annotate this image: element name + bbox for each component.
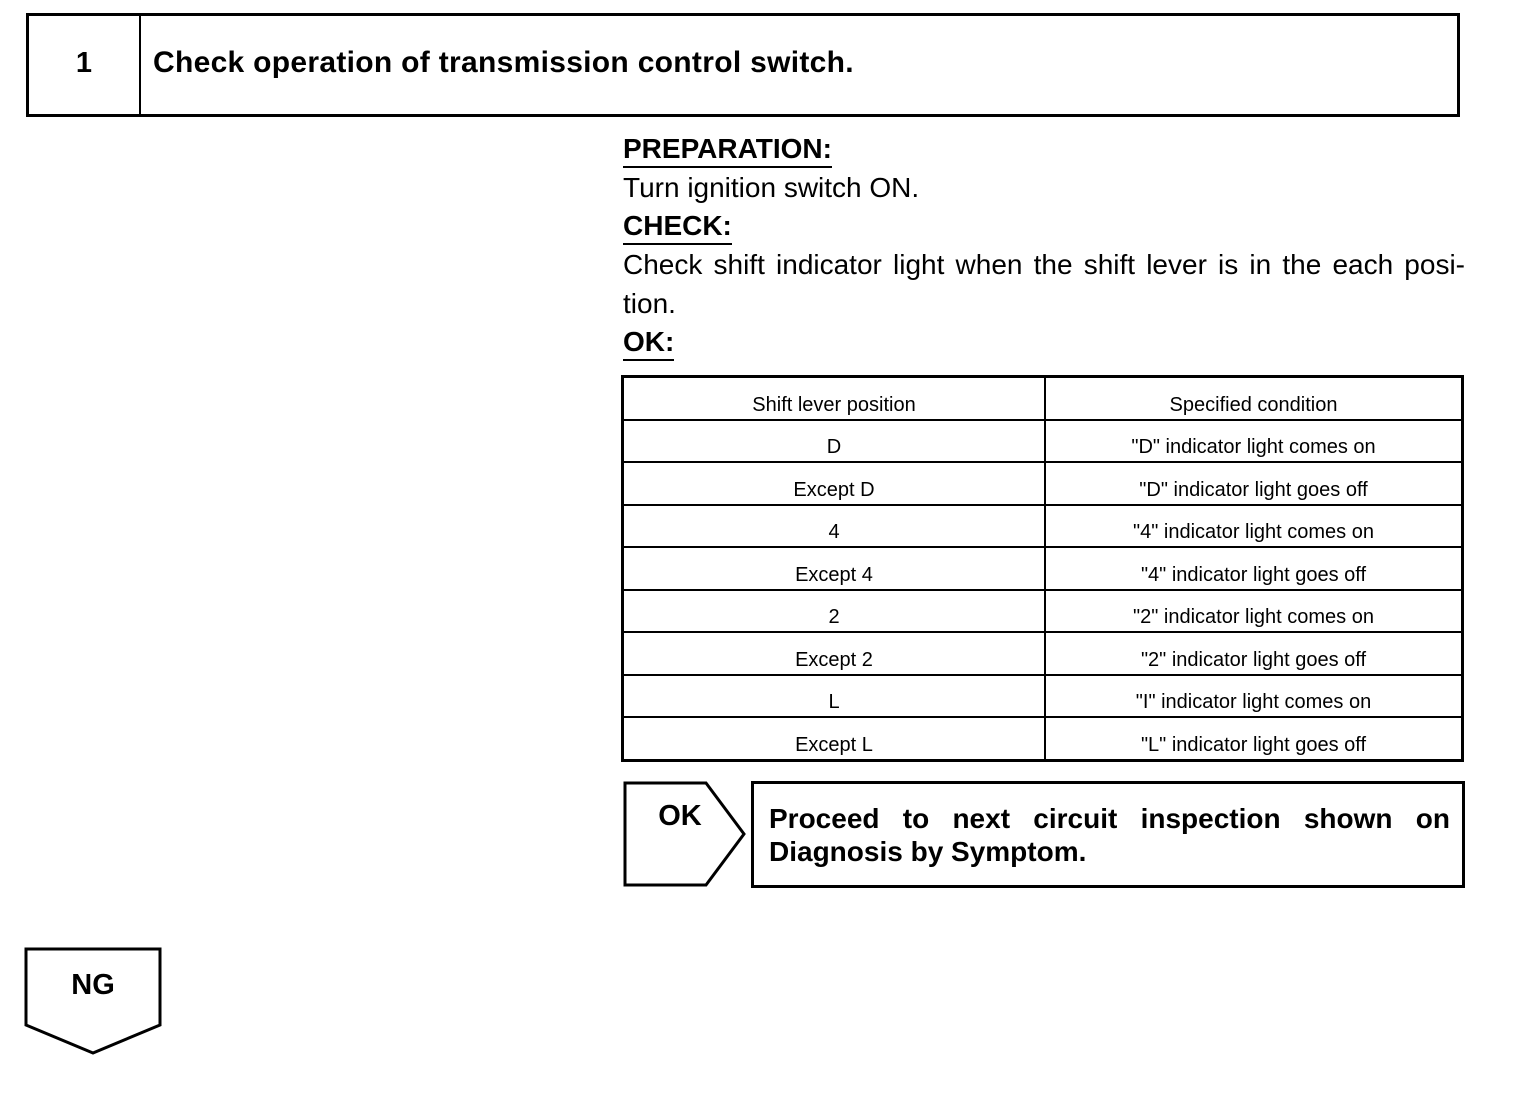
table-row	[623, 632, 1463, 675]
table-row	[623, 505, 1463, 548]
step-title: Check operation of transmission control switch.	[153, 46, 854, 79]
preparation-text: Turn ignition switch ON.	[623, 172, 920, 203]
table-cell-condition: "2" indicator light comes on	[1045, 590, 1463, 633]
table-cell-position: Except 4	[623, 547, 1046, 590]
step-number: 1	[29, 16, 141, 114]
table-cell-position: L	[623, 675, 1046, 718]
table-cell-condition: "L" indicator light goes off	[1045, 717, 1463, 760]
ok-result-box	[751, 781, 1465, 888]
table-row	[623, 462, 1463, 505]
check-text: Check shift indicator light when the shift lever is in the each posi- tion.	[623, 249, 1465, 319]
ok-result-text-line1: Proceed to next circuit inspection shown on	[769, 803, 1450, 834]
table-cell-position: 2	[623, 590, 1046, 633]
table-cell-condition: "4" indicator light comes on	[1045, 505, 1463, 548]
table-cell-condition: "I" indicator light comes on	[1045, 675, 1463, 718]
ng-result-label: NG	[71, 969, 115, 1001]
procedure-content	[623, 130, 1465, 361]
table-cell-condition: "D" indicator light goes off	[1045, 462, 1463, 505]
table-cell-position: D	[623, 420, 1046, 463]
table-header-row	[623, 377, 1463, 420]
step-header	[26, 13, 1460, 117]
ok-result-text-line2: Diagnosis by Symptom.	[769, 836, 1087, 867]
table-cell-position: Except L	[623, 717, 1046, 760]
table-cell-position: 4	[623, 505, 1046, 548]
preparation-label: PREPARATION:	[623, 132, 832, 168]
table-row	[623, 717, 1463, 760]
table-row	[623, 675, 1463, 718]
table-cell-condition: "4" indicator light goes off	[1045, 547, 1463, 590]
header-specified-condition: Specified condition	[1045, 377, 1463, 420]
ok-section-label: OK:	[623, 325, 674, 361]
ok-arrow-icon	[622, 780, 748, 888]
table-cell-condition: "D" indicator light comes on	[1045, 420, 1463, 463]
header-shift-lever-position: Shift lever position	[623, 377, 1046, 420]
table-cell-position: Except 2	[623, 632, 1046, 675]
table-row	[623, 590, 1463, 633]
specification-table	[621, 375, 1464, 762]
check-label: CHECK:	[623, 209, 732, 245]
table-row	[623, 420, 1463, 463]
table-cell-position: Except D	[623, 462, 1046, 505]
table-row	[623, 547, 1463, 590]
table-cell-condition: "2" indicator light goes off	[1045, 632, 1463, 675]
ok-result-label: OK	[658, 800, 702, 832]
